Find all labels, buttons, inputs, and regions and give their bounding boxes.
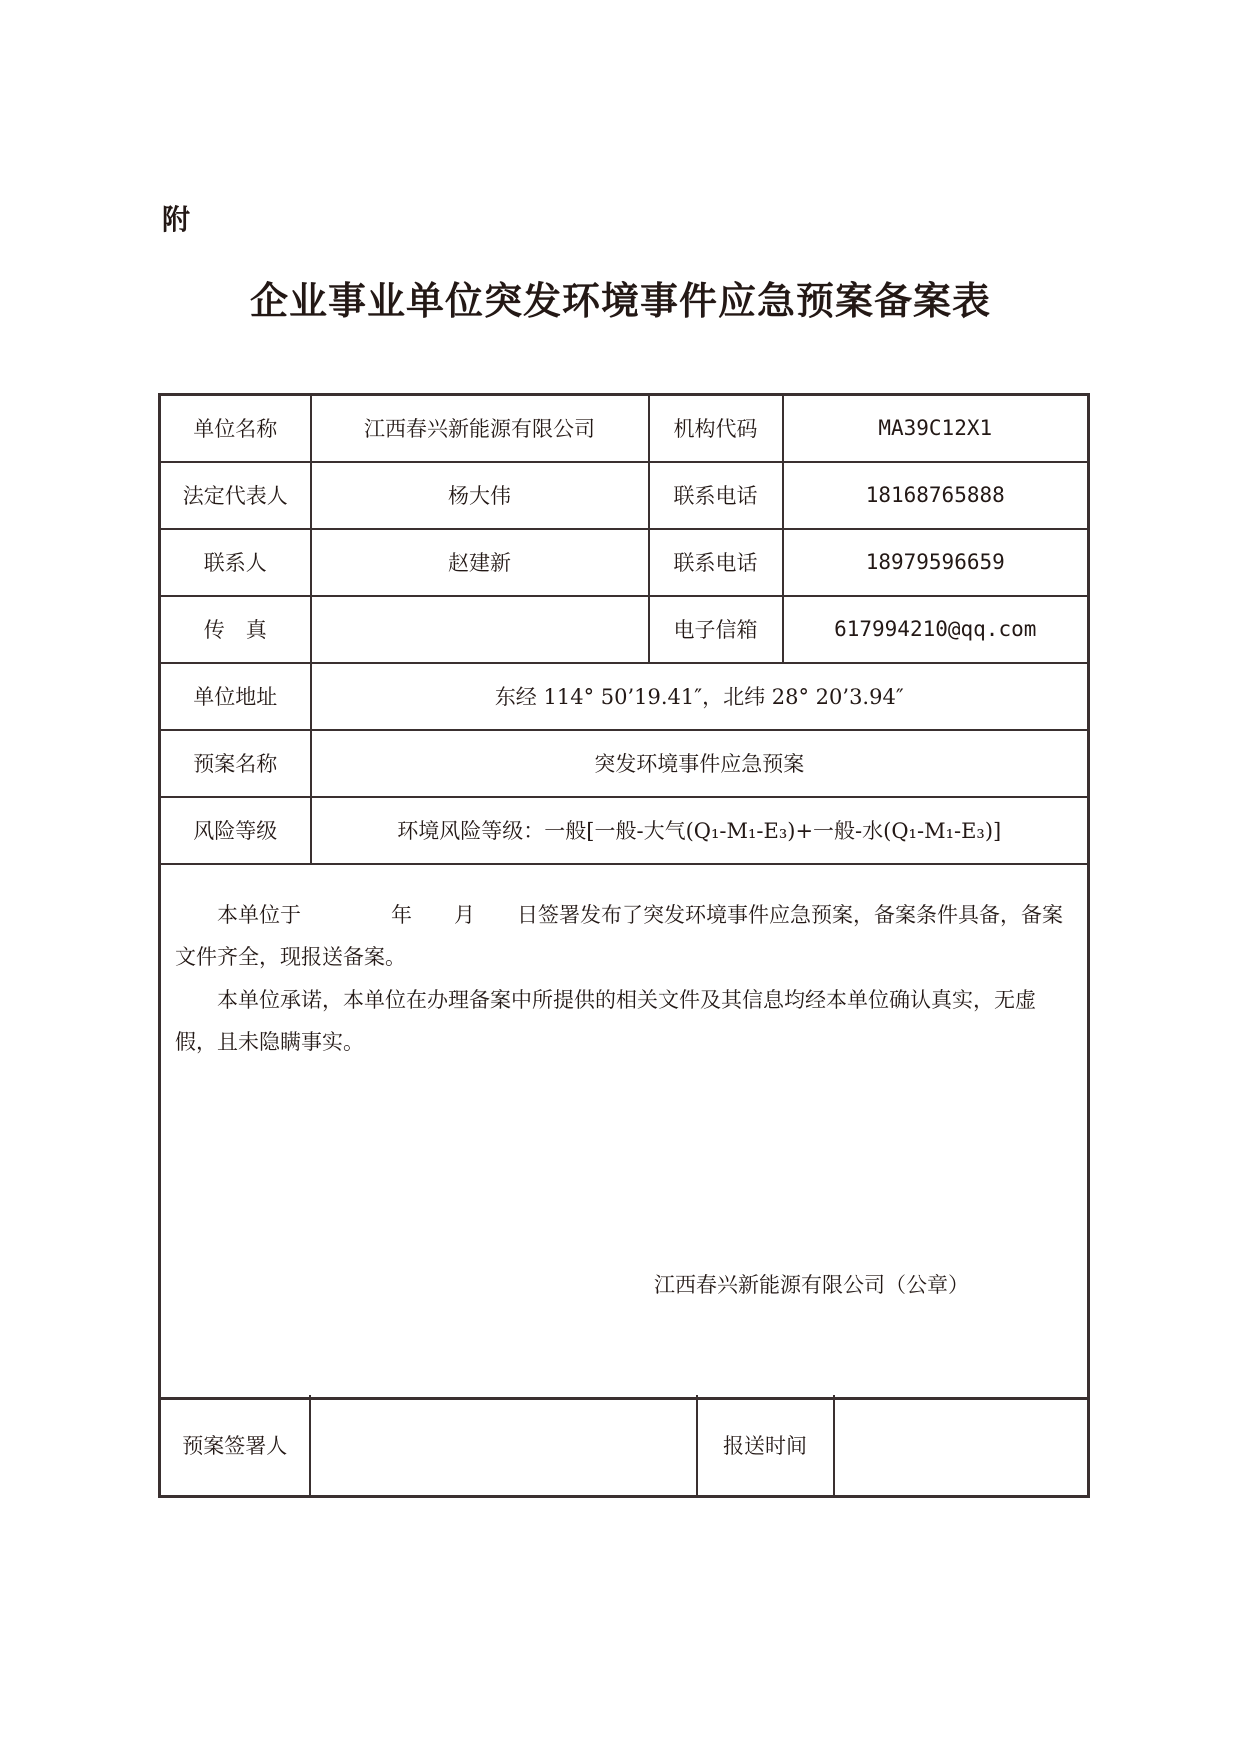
org-code-label: 机构代码 (649, 395, 783, 462)
form-title: 企业事业单位突发环境事件应急预案备案表 (249, 278, 991, 323)
legal-rep-phone-value: 18168765888 (783, 462, 1089, 529)
row-address (160, 663, 1089, 730)
address-value: 东经 114° 50’19.41″，北纬 28° 20’3.94″ (311, 663, 1089, 730)
filing-form-table (158, 393, 1090, 1400)
row-unit-name (160, 395, 1089, 462)
contact-value: 赵建新 (311, 529, 649, 596)
row-legal-rep (160, 462, 1089, 529)
signer-label: 预案签署人 (160, 1395, 310, 1497)
declaration-paragraph-1 (175, 894, 1077, 978)
risk-level-label: 风险等级 (160, 797, 311, 864)
email-value: 617994210@qq.com (783, 596, 1089, 663)
legal-rep-value: 杨大伟 (311, 462, 649, 529)
decl-prefix: 本单位于 (217, 902, 301, 927)
signer-value (310, 1395, 697, 1497)
annex-label: 附 (162, 203, 191, 236)
unit-name-label: 单位名称 (160, 395, 311, 462)
signature-table (158, 1395, 1090, 1498)
declaration-cell (160, 864, 1089, 1399)
decl-commitment: 本单位承诺，本单位在办理备案中所提供的相关文件及其信息均经本单位确认真实，无虚假，且未隐瞒事实。 (175, 987, 1036, 1054)
fax-label: 传 真 (160, 596, 311, 663)
decl-month: 月 (454, 902, 475, 927)
row-fax (160, 596, 1089, 663)
contact-phone-label: 联系电话 (649, 529, 783, 596)
row-risk-level (160, 797, 1089, 864)
submit-time-label: 报送时间 (697, 1395, 834, 1497)
company-seal-text: 江西春兴新能源有限公司（公章） (654, 1272, 969, 1297)
plan-name-label: 预案名称 (160, 730, 311, 797)
address-label: 单位地址 (160, 663, 311, 730)
submit-time-value (834, 1395, 1089, 1497)
risk-level-value: 环境风险等级：一般[一般-大气(Q₁-M₁-E₃)+一般-水(Q₁-M₁-E₃)] (311, 797, 1089, 864)
row-plan-name (160, 730, 1089, 797)
decl-suffix: 日签署发布了突发环境事件应急预案，备案条件具备，备案文件齐全，现报送备案。 (175, 902, 1063, 969)
contact-phone-value: 18979596659 (783, 529, 1089, 596)
row-declaration (160, 864, 1089, 1399)
legal-rep-label: 法定代表人 (160, 462, 311, 529)
legal-rep-phone-label: 联系电话 (649, 462, 783, 529)
fax-value (311, 596, 649, 663)
row-contact (160, 529, 1089, 596)
unit-name-value: 江西春兴新能源有限公司 (311, 395, 649, 462)
email-label: 电子信箱 (649, 596, 783, 663)
decl-year: 年 (391, 902, 412, 927)
contact-label: 联系人 (160, 529, 311, 596)
plan-name-value: 突发环境事件应急预案 (311, 730, 1089, 797)
declaration-paragraph-2 (175, 979, 1077, 1063)
row-signature (160, 1395, 1089, 1497)
org-code-value: MA39C12X1 (783, 395, 1089, 462)
